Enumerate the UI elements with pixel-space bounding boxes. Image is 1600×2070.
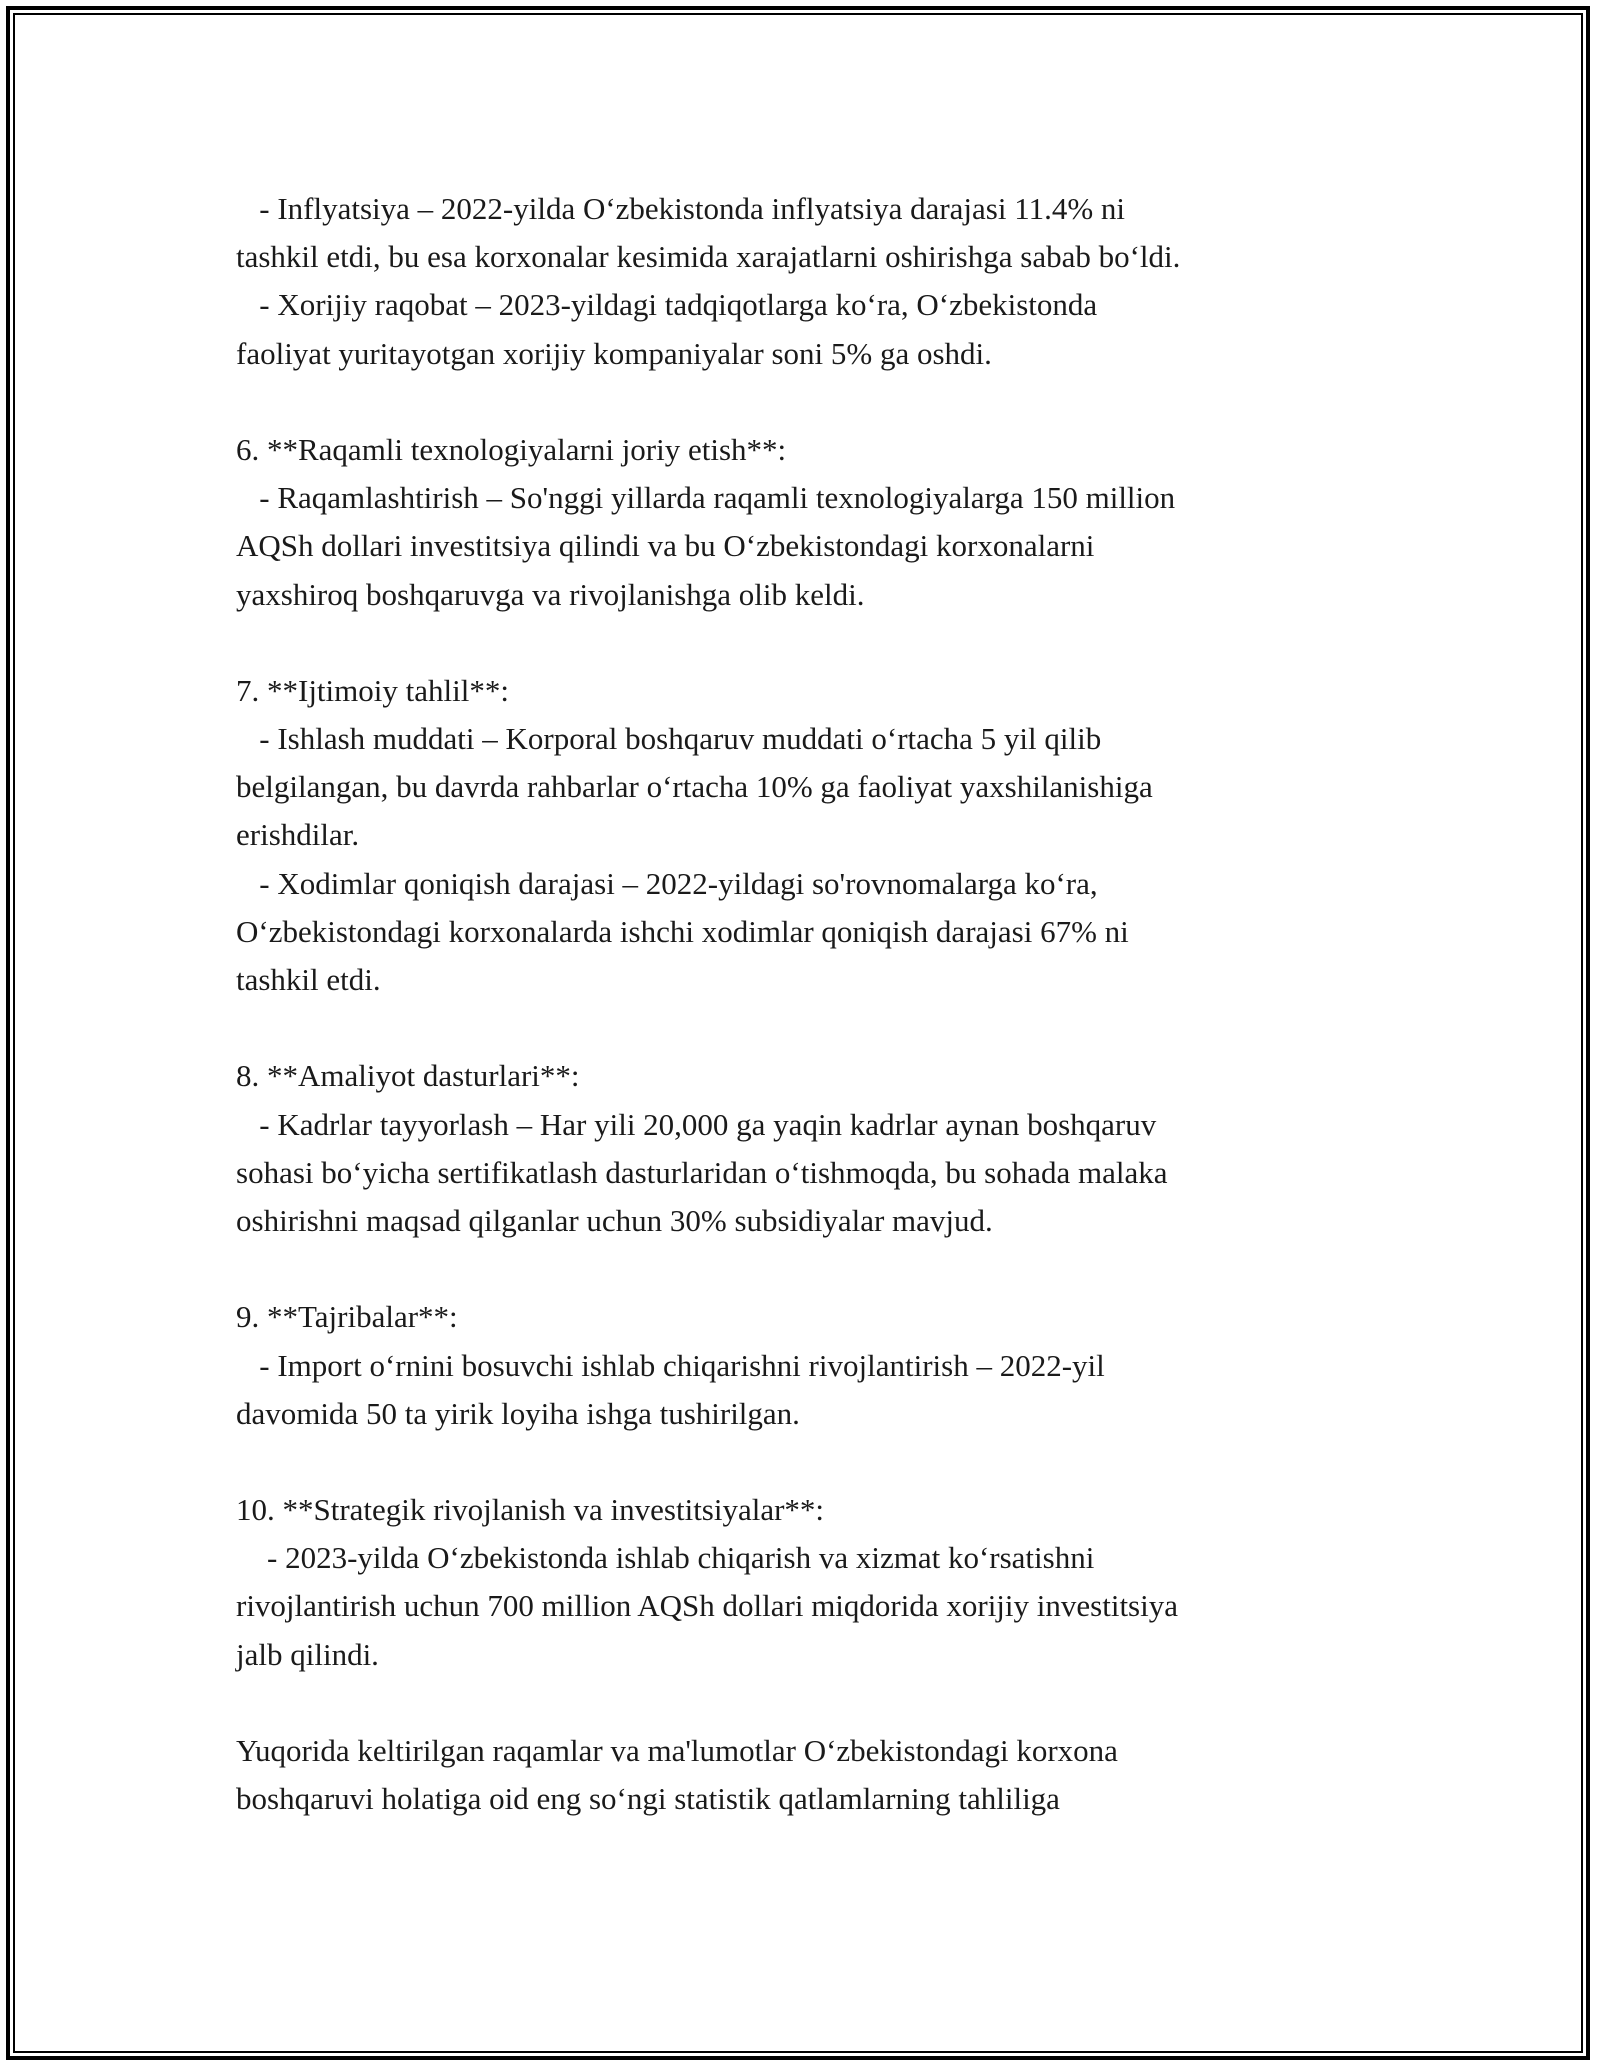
blank-line (236, 378, 1376, 426)
blank-line (236, 1679, 1376, 1727)
document-body (236, 185, 1376, 1823)
text-line: davomida 50 ta yirik loyiha ishga tushirilgan. (236, 1395, 800, 1431)
text-line: Yuqorida keltirilgan raqamlar va ma'lumotlar O‘zbekistondagi korxona (236, 1733, 1118, 1768)
blank-line (236, 1245, 1376, 1293)
section-heading: 6. **Raqamli texnologiyalarni joriy etish**: (236, 431, 787, 467)
text-line: - Kadrlar tayyorlash – Har yili 20,000 ga yaqin kadrlar aynan boshqaruv (236, 1106, 1157, 1142)
blank-line (236, 1004, 1376, 1052)
text-line: boshqaruvi holatiga oid eng so‘ngi statistik qatlamlarning tahliliga (236, 1781, 1060, 1817)
text-line: - Ishlash muddati – Korporal boshqaruv muddati o‘rtacha 5 yil qilib (236, 721, 1102, 757)
blank-line (236, 1438, 1376, 1486)
section-heading: 7. **Ijtimoiy tahlil**: (236, 672, 509, 708)
text-line: yaxshiroq boshqaruvga va rivojlanishga olib keldi. (236, 576, 865, 612)
section-heading: 10. **Strategik rivojlanish va investitsiyalar**: (236, 1492, 825, 1528)
text-line: - Inflyatsiya – 2022-yilda O‘zbekistonda inflyatsiya darajasi 11.4% ni (236, 191, 1126, 226)
text-line: jalb qilindi. (236, 1636, 379, 1672)
text-line: - Xorijiy raqobat – 2023-yildagi tadqiqotlarga ko‘ra, O‘zbekistonda (236, 287, 1098, 323)
text-line: - Import o‘rnini bosuvchi ishlab chiqarishni rivojlantirish – 2022-yil (236, 1347, 1105, 1383)
text-line: - Xodimlar qoniqish darajasi – 2022-yildagi so'rovnomalarga ko‘ra, (236, 865, 1098, 901)
text-line: - Raqamlashtirish – So'nggi yillarda raqamli texnologiyalarga 150 million (236, 480, 1176, 516)
text-line: O‘zbekistondagi korxonalarda ishchi xodimlar qoniqish darajasi 67% ni (236, 913, 1129, 949)
text-line: rivojlantirish uchun 700 million AQSh dollari miqdorida xorijiy investitsiya (236, 1588, 1178, 1624)
text-line: tashkil etdi. (236, 962, 381, 997)
blank-line (236, 619, 1376, 667)
text-line: AQSh dollari investitsiya qilindi va bu O‘zbekistondagi korxonalarni (236, 528, 1095, 564)
text-line: faoliyat yuritayotgan xorijiy kompaniyalar soni 5% ga oshdi. (236, 335, 992, 371)
text-line: belgilangan, bu davrda rahbarlar o‘rtacha 10% ga faoliyat yaxshilanishiga (236, 769, 1153, 805)
text-line: erishdilar. (236, 817, 360, 853)
section-heading: 9. **Tajribalar**: (236, 1299, 458, 1335)
section-heading: 8. **Amaliyot dasturlari**: (236, 1058, 580, 1094)
text-line: oshirishni maqsad qilganlar uchun 30% subsidiyalar mavjud. (236, 1202, 993, 1238)
text-line: sohasi bo‘yicha sertifikatlash dasturlaridan o‘tishmoqda, bu sohada malaka (236, 1154, 1168, 1190)
text-line: tashkil etdi, bu esa korxonalar kesimida xarajatlarni oshirishga sabab bo‘ldi. (236, 239, 1181, 275)
text-line: - 2023-yilda O‘zbekistonda ishlab chiqarish va xizmat ko‘rsatishni (236, 1540, 1095, 1576)
